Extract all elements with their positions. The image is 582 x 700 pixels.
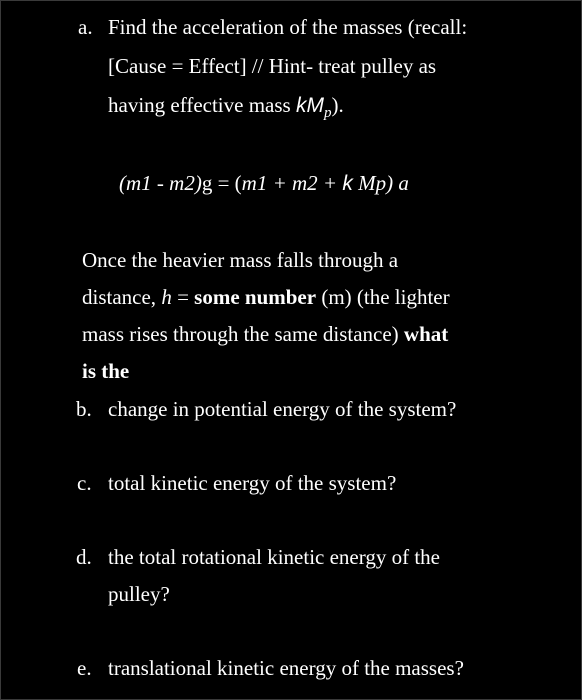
- intro-line-2-bold: some number: [194, 285, 317, 309]
- item-b-marker: b.: [76, 397, 92, 421]
- intro-line-2-end: (m) (the lighter: [316, 285, 450, 309]
- equation-part-1: (m1 - m2): [119, 171, 202, 195]
- item-a-line-1: Find the acceleration of the masses (recall:: [108, 15, 468, 39]
- item-e-marker: e.: [77, 656, 92, 680]
- equation-part-2: g = (: [201, 171, 242, 195]
- item-c-text: total kinetic energy of the system?: [108, 471, 397, 495]
- item-a-line-3: [108, 92, 344, 122]
- item-a-line-3-end: ).: [331, 93, 344, 117]
- intro-line-2-equals: =: [171, 285, 195, 309]
- intro-line-3: [82, 321, 448, 347]
- intro-line-2: [82, 284, 450, 310]
- item-d-marker: d.: [76, 545, 92, 569]
- effective-mass-symbol: kM: [295, 94, 324, 117]
- item-d-line-2: pulley?: [108, 582, 170, 606]
- intro-line-3-text: mass rises through the same distance): [82, 322, 404, 346]
- item-b-text: change in potential energy of the system?: [108, 397, 457, 421]
- height-symbol: h: [161, 285, 172, 309]
- item-a-line-2: [Cause = Effect] // Hint- treat pulley as: [108, 54, 437, 78]
- item-d-line-1: the total rotational kinetic energy of the: [108, 545, 441, 569]
- equation-part-5: Mp) a: [352, 171, 409, 195]
- equation-part-3: m1 + m2 +: [241, 171, 343, 195]
- item-c-marker: c.: [77, 471, 92, 495]
- equation-part-4: k: [342, 172, 353, 195]
- acceleration-equation: [119, 170, 409, 197]
- intro-line-3-bold: what: [403, 322, 449, 346]
- item-a-marker: a.: [78, 15, 93, 39]
- intro-line-4: is the: [82, 359, 130, 383]
- intro-line-2-text: distance,: [82, 285, 162, 309]
- intro-line-1: Once the heavier mass falls through a: [82, 248, 399, 272]
- item-e-text: translational kinetic energy of the masses?: [108, 656, 464, 680]
- effective-mass-subscript: p: [323, 105, 332, 122]
- item-a-line-3-text: having effective mass: [108, 93, 296, 117]
